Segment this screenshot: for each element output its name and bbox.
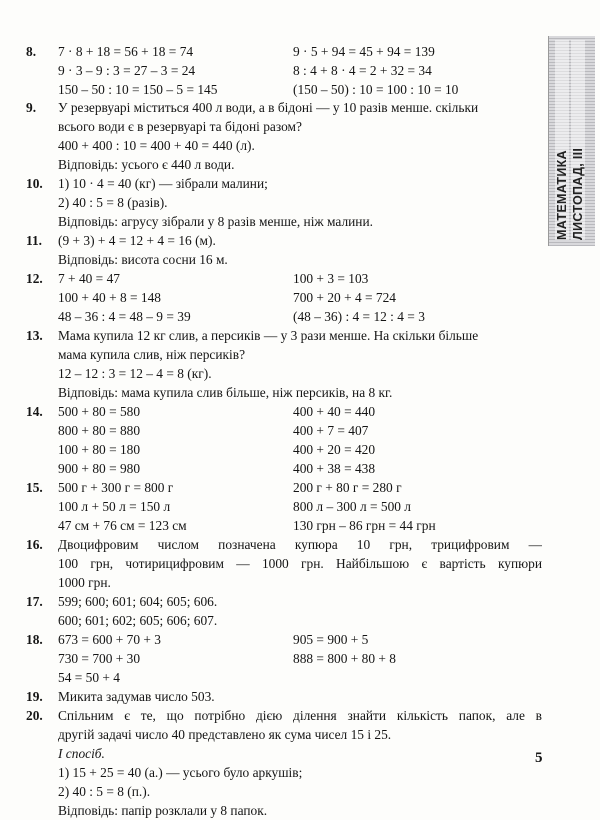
side-tab-subject: МАТЕМАТИКА	[555, 40, 569, 240]
task-number: 17.	[26, 594, 43, 609]
equation-left-column: 100 л + 50 л = 150 л	[58, 499, 171, 514]
answer-line: 1) 15 + 25 = 40 (а.) — усього було аркушів;	[58, 765, 303, 780]
equation-right-column: 700 + 20 + 4 = 724	[293, 290, 396, 305]
equation-right-column: 200 г + 80 г = 280 г	[293, 480, 402, 495]
equation-right-column: 400 + 40 = 440	[293, 404, 376, 419]
task-number: 18.	[26, 632, 43, 647]
task-number: 13.	[26, 328, 43, 343]
side-tab-label	[552, 40, 588, 240]
task-number: 11.	[26, 233, 42, 248]
answer-line: Відповідь: висота сосни 16 м.	[58, 252, 228, 267]
answer-line: 2) 40 : 5 = 8 (п.).	[58, 784, 151, 799]
equation-left-column: 48 – 36 : 4 = 48 – 9 = 39	[58, 309, 191, 324]
answer-line: (9 + 3) + 4 = 12 + 4 = 16 (м).	[58, 233, 216, 248]
task-number: 8.	[26, 44, 37, 59]
answer-line: 100 грн, чотирицифровим — 1000 грн. Найбільшою є вартість купюри	[58, 556, 542, 571]
equation-left-column: 7 · 8 + 18 = 56 + 18 = 74	[58, 44, 194, 59]
answer-line: 1) 10 · 4 = 40 (кг) — зібрали малини;	[58, 176, 268, 191]
equation-right-column: 400 + 20 = 420	[293, 442, 376, 457]
answer-line: Микита задумав число 503.	[58, 689, 215, 704]
answer-line: Мама купила 12 кг слив, а персиків — у 3 рази менше. На скільки більше	[58, 328, 479, 343]
task-number: 19.	[26, 689, 43, 704]
equation-left-column: 150 – 50 : 10 = 150 – 5 = 145	[58, 82, 218, 97]
equation-left-column: 900 + 80 = 980	[58, 461, 141, 476]
task-number: 10.	[26, 176, 43, 191]
answer-line: другій задачі число 40 представлено як сума чисел 15 і 25.	[58, 727, 392, 742]
answer-line: Спільним є те, що потрібно дією ділення знайти кількість папок, але в	[58, 708, 542, 723]
equation-right-column: 9 · 5 + 94 = 45 + 94 = 139	[293, 44, 435, 59]
answer-line: 12 – 12 : 3 = 12 – 4 = 8 (кг).	[58, 366, 212, 381]
answer-line: 1000 грн.	[58, 575, 111, 590]
answer-line: У резервуарі міститься 400 л води, а в бідоні — у 10 разів менше. скільки	[58, 100, 479, 115]
equation-left-column: 100 + 80 = 180	[58, 442, 141, 457]
answer-line: Відповідь: усього є 440 л води.	[58, 157, 235, 172]
task-number: 12.	[26, 271, 43, 286]
equation-left-column: 9 · 3 – 9 : 3 = 27 – 3 = 24	[58, 63, 196, 78]
equation-left-column: 500 г + 300 г = 800 г	[58, 480, 174, 495]
equation-right-column: 905 = 900 + 5	[293, 632, 369, 647]
task-number: 9.	[26, 100, 37, 115]
equation-left-column: 100 + 40 + 8 = 148	[58, 290, 161, 305]
equation-left-column: 500 + 80 = 580	[58, 404, 141, 419]
equation-right-column: 8 : 4 + 8 · 4 = 2 + 32 = 34	[293, 63, 432, 78]
equation-right-column: 100 + 3 = 103	[293, 271, 369, 286]
equation-right-column: 400 + 7 = 407	[293, 423, 369, 438]
equation-left-column: 730 = 700 + 30	[58, 651, 141, 666]
equation-right-column: 400 + 38 = 438	[293, 461, 376, 476]
equation-left-column: 800 + 80 = 880	[58, 423, 141, 438]
task-number: 14.	[26, 404, 43, 419]
equation-right-column: 800 л – 300 л = 500 л	[293, 499, 411, 514]
answer-line: Відповідь: мама купила слив більше, ніж персиків, на 8 кг.	[58, 385, 393, 400]
answer-line: Відповідь: папір розклали у 8 папок.	[58, 803, 268, 818]
page-number: 5	[535, 750, 543, 766]
equation-left-column: 47 см + 76 см = 123 см	[58, 518, 187, 533]
equation-right-column: 130 грн – 86 грн = 44 грн	[293, 518, 436, 533]
equation-right-column: (150 – 50) : 10 = 100 : 10 = 10	[293, 82, 459, 97]
answer-line: 2) 40 : 5 = 8 (разів).	[58, 195, 168, 210]
answer-line: Відповідь: агрусу зібрали у 8 разів менше, ніж малини.	[58, 214, 373, 229]
answer-line: всього води є в резервуарі та бідоні разом?	[58, 119, 302, 134]
task-number: 16.	[26, 537, 43, 552]
side-tab-author: ЛИСТОПАД, III	[571, 40, 585, 240]
equation-left-column: 54 = 50 + 4	[58, 670, 120, 685]
answer-line: 600; 601; 602; 605; 606; 607.	[58, 613, 218, 628]
answer-line: мама купила слив, ніж персиків?	[58, 347, 246, 362]
method-heading: I спосіб.	[58, 746, 105, 761]
task-number: 20.	[26, 708, 43, 723]
equation-left-column: 7 + 40 = 47	[58, 271, 120, 286]
equation-left-column: 673 = 600 + 70 + 3	[58, 632, 161, 647]
answer-line: 400 + 400 : 10 = 400 + 40 = 440 (л).	[58, 138, 255, 153]
equation-right-column: 888 = 800 + 80 + 8	[293, 651, 396, 666]
task-number: 15.	[26, 480, 43, 495]
equation-right-column: (48 – 36) : 4 = 12 : 4 = 3	[293, 309, 425, 324]
answer-line: 599; 600; 601; 604; 605; 606.	[58, 594, 218, 609]
answer-line: Двоцифровим числом позначена купюра 10 грн, трицифровим —	[58, 537, 542, 552]
